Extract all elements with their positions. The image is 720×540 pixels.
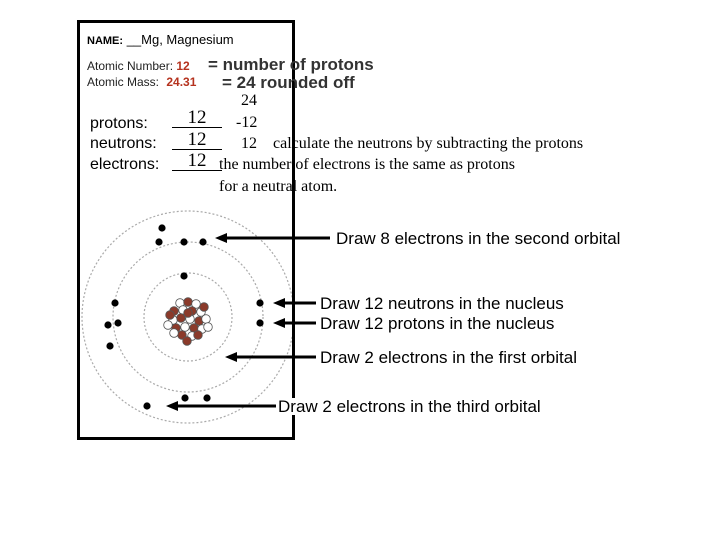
atomic-mass-value: 24.31 [166, 75, 197, 89]
name-value: __Mg, Magnesium [126, 32, 234, 47]
atomic-number-line [87, 60, 190, 72]
protons-value: 12 [172, 108, 222, 128]
instruction-protons: Draw 12 protons in the nucleus [320, 314, 555, 333]
instruction-neutrons: Draw 12 neutrons in the nucleus [320, 294, 564, 313]
instruction-second-orbital: Draw 8 electrons in the second orbital [336, 229, 621, 248]
calc-difference: 12 [241, 135, 257, 152]
electrons-label: electrons: [90, 156, 160, 173]
name-line [87, 33, 234, 47]
atomic-number-label: Atomic Number: [87, 59, 174, 73]
atomic-mass-line [87, 76, 196, 88]
neutrons-label: neutrons: [90, 135, 157, 152]
calc-minuend: 24 [241, 92, 257, 109]
atomic-number-value: 12 [176, 59, 190, 73]
electron-note-line2: for a neutral atom. [219, 178, 338, 195]
atomic-mass-note: = 24 rounded off [222, 73, 355, 92]
instruction-first-orbital: Draw 2 electrons in the first orbital [320, 348, 577, 367]
protons-label: protons: [90, 115, 148, 132]
electron-note-line1: the number of electrons is the same as protons [219, 156, 515, 173]
instruction-third-orbital: Draw 2 electrons in the third orbital [278, 397, 541, 416]
atomic-mass-label: Atomic Mass: [87, 75, 160, 89]
calc-subtrahend: -12 [236, 114, 258, 131]
atomic-number-note: = number of protons [208, 55, 374, 74]
neutron-note: calculate the neutrons by subtracting the protons [273, 135, 584, 152]
neutrons-value: 12 [172, 130, 222, 150]
electrons-value: 12 [172, 151, 222, 171]
name-label: NAME: [87, 35, 124, 47]
